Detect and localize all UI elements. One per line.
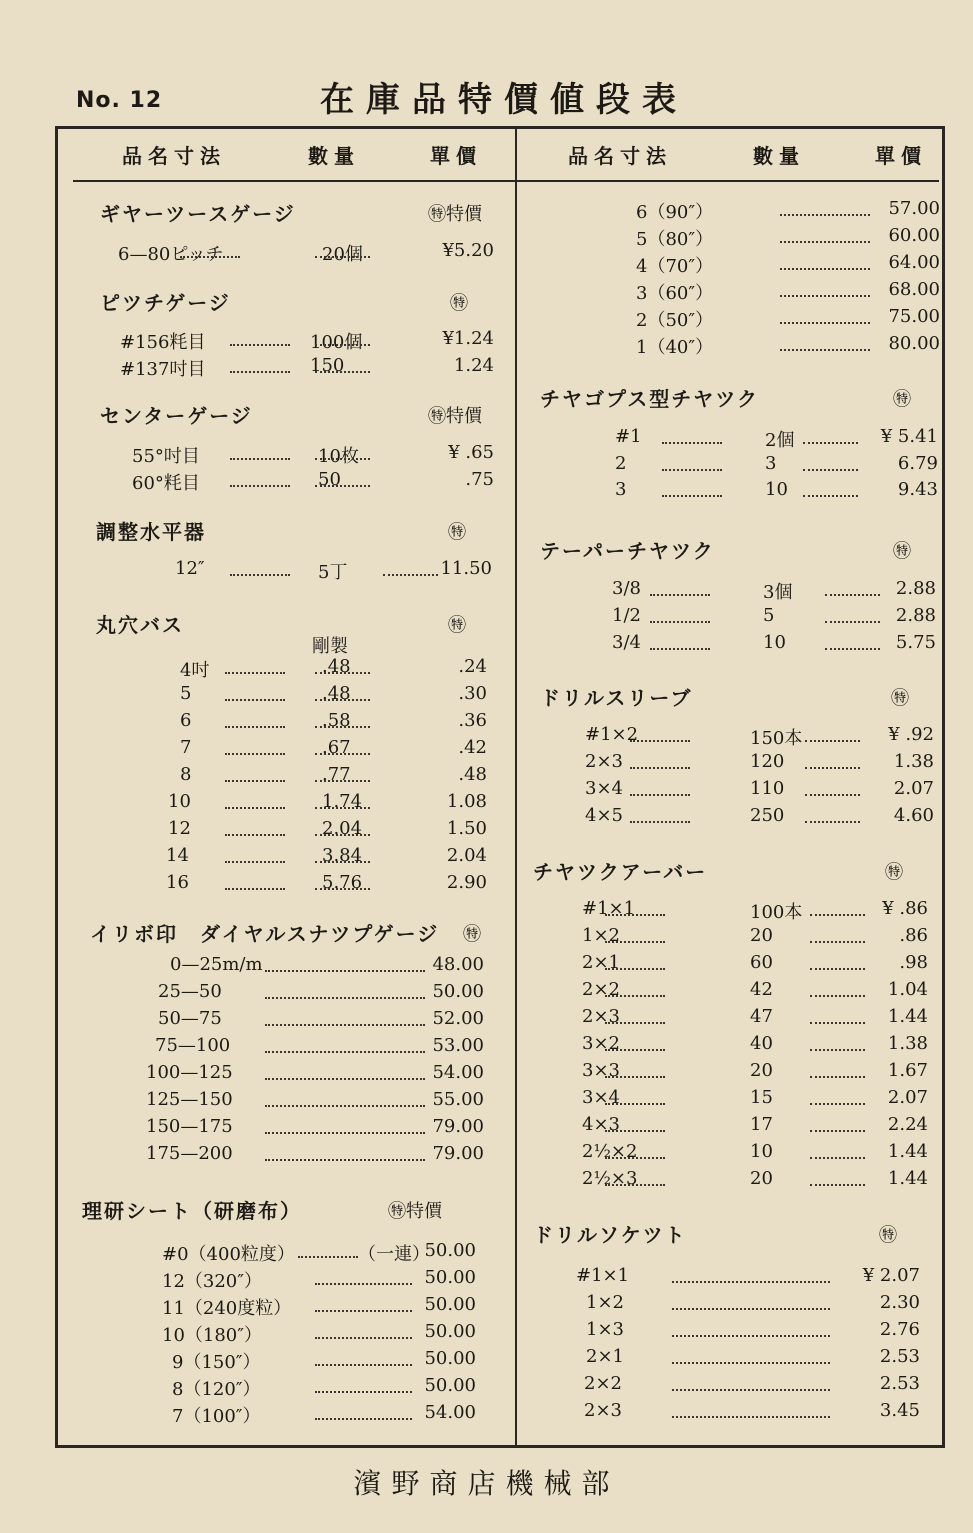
- leader-dots: [803, 495, 858, 497]
- item-price: 5.75: [895, 632, 936, 653]
- item-price: .75: [465, 469, 494, 490]
- leader-dots: [265, 1024, 425, 1026]
- leader-dots: [605, 1157, 665, 1159]
- item-price: 1.24: [453, 355, 494, 376]
- leader-dots: [315, 1310, 412, 1312]
- item-price: 2.76: [879, 1319, 920, 1340]
- item-name: 150—175: [146, 1116, 233, 1137]
- item-name: 6: [180, 710, 192, 731]
- special-price-mark: ㊕: [885, 862, 903, 883]
- item-name: 75—100: [155, 1035, 231, 1056]
- leader-dots: [805, 821, 860, 823]
- leader-dots: [225, 753, 285, 755]
- item-name: 1×3: [586, 1319, 624, 1340]
- leader-dots: [630, 821, 690, 823]
- leader-dots: [805, 740, 860, 742]
- section-title: ドリルソケツト: [533, 1223, 687, 1247]
- item-price: 1.67: [887, 1060, 928, 1081]
- leader-dots: [225, 699, 285, 701]
- item-name: 11（240度粒）: [162, 1298, 292, 1319]
- item-name: 3×4: [582, 1087, 620, 1108]
- leader-dots: [780, 214, 870, 216]
- item-price: 2.88: [895, 578, 936, 599]
- leader-dots: [225, 726, 285, 728]
- leader-dots: [315, 256, 370, 258]
- item-name: #156粍目: [120, 332, 206, 353]
- leader-dots: [315, 699, 370, 701]
- item-name: 2×1: [586, 1346, 624, 1367]
- item-price: .24: [458, 656, 487, 677]
- item-quantity: 150本: [750, 728, 803, 749]
- item-price: .36: [458, 710, 487, 731]
- section-title: チヤゴプス型チヤツク: [540, 387, 759, 411]
- item-quantity: 3.84: [322, 845, 363, 866]
- leader-dots: [315, 1364, 412, 1366]
- item-price: 55.00: [432, 1089, 484, 1110]
- item-name: 12（320″）: [162, 1271, 262, 1292]
- leader-dots: [810, 1130, 865, 1132]
- leader-dots: [780, 268, 870, 270]
- special-price-mark: ㊕: [891, 688, 909, 709]
- item-name: 100—125: [146, 1062, 233, 1083]
- leader-dots: [315, 753, 370, 755]
- section-title: テーパーチヤツク: [540, 539, 715, 563]
- leader-dots: [662, 442, 722, 444]
- item-name: 175—200: [146, 1143, 233, 1164]
- item-price: 50.00: [424, 1240, 476, 1261]
- leader-dots: [825, 648, 880, 650]
- leader-dots: [810, 1184, 865, 1186]
- item-name: 7（100″）: [172, 1406, 261, 1427]
- right-header-price: 單價: [875, 144, 927, 168]
- page-title: 在庫品特價値段表: [320, 80, 688, 120]
- item-price: 1.44: [887, 1006, 928, 1027]
- item-quantity: 20: [750, 925, 773, 946]
- leader-dots: [383, 574, 438, 576]
- item-name: #1×1: [576, 1265, 630, 1286]
- leader-dots: [230, 485, 290, 487]
- item-quantity: 10: [750, 1141, 773, 1162]
- item-price: 11.50: [440, 558, 492, 579]
- footer-company: 濱野商店機械部: [353, 1467, 620, 1500]
- item-name: 125—150: [146, 1089, 233, 1110]
- leader-dots: [672, 1362, 830, 1364]
- item-name: 2: [615, 453, 627, 474]
- leader-dots: [315, 344, 370, 346]
- left-header-qty: 數量: [308, 144, 360, 168]
- item-price: 1.50: [446, 818, 487, 839]
- item-name: 3×3: [582, 1060, 620, 1081]
- leader-dots: [780, 322, 870, 324]
- leader-dots: [315, 371, 370, 373]
- item-name: #1×1: [582, 898, 636, 919]
- leader-dots: [315, 485, 370, 487]
- leader-dots: [315, 780, 370, 782]
- special-price-mark: ㊕: [893, 541, 911, 562]
- item-price: ¥ 5.41: [880, 426, 938, 447]
- leader-dots: [630, 794, 690, 796]
- item-name: 4吋: [180, 660, 210, 681]
- left-header-price: 單價: [430, 144, 482, 168]
- item-price: ¥ .65: [448, 442, 494, 463]
- item-price: 52.00: [432, 1008, 484, 1029]
- item-price: 2.53: [879, 1373, 920, 1394]
- item-name: #137吋目: [120, 359, 206, 380]
- item-name: 2½×3: [582, 1168, 638, 1189]
- item-name: 1×2: [586, 1292, 624, 1313]
- leader-dots: [225, 861, 285, 863]
- item-price: 4.60: [893, 805, 934, 826]
- item-price: 54.00: [424, 1402, 476, 1423]
- item-name: 2½×2: [582, 1141, 638, 1162]
- item-name: 3×2: [582, 1033, 620, 1054]
- leader-dots: [605, 1022, 665, 1024]
- item-price: .42: [458, 737, 487, 758]
- leader-dots: [810, 1076, 865, 1078]
- item-price: 1.44: [887, 1168, 928, 1189]
- leader-dots: [315, 861, 370, 863]
- item-price: 50.00: [424, 1348, 476, 1369]
- header-rule: [73, 180, 939, 182]
- leader-dots: [315, 834, 370, 836]
- section-title: チヤツクアーバー: [533, 860, 708, 884]
- leader-dots: [315, 888, 370, 890]
- item-quantity: 42: [750, 979, 773, 1000]
- item-price: ¥ 2.07: [862, 1265, 920, 1286]
- item-name: 9（150″）: [172, 1352, 261, 1373]
- item-name: 4×5: [585, 805, 623, 826]
- item-name: 5（80″）: [636, 229, 714, 250]
- leader-dots: [780, 349, 870, 351]
- leader-dots: [810, 941, 865, 943]
- item-name: 16: [166, 872, 189, 893]
- leader-dots: [315, 1391, 412, 1393]
- item-price: 2.88: [895, 605, 936, 626]
- leader-dots: [662, 469, 722, 471]
- item-price: 1.04: [887, 979, 928, 1000]
- leader-dots: [805, 794, 860, 796]
- item-price: 1.08: [446, 791, 487, 812]
- special-price-mark: ㊕特價: [428, 204, 482, 225]
- item-price: 1.38: [893, 751, 934, 772]
- item-name: 6（90″）: [636, 202, 714, 223]
- section-title: イリボ印 ダイヤルスナツプゲージ: [90, 922, 440, 946]
- item-name: 2×3: [582, 1006, 620, 1027]
- item-price: .98: [899, 952, 928, 973]
- leader-dots: [810, 1022, 865, 1024]
- item-quantity: 120: [750, 751, 785, 772]
- item-quantity: 3: [765, 453, 777, 474]
- leader-dots: [265, 1105, 425, 1107]
- item-name: 12: [168, 818, 191, 839]
- section-title: 理研シート（研磨布）: [82, 1199, 302, 1223]
- item-quantity: 5: [763, 605, 775, 626]
- item-quantity: 5.76: [322, 872, 363, 893]
- item-quantity: 100個: [310, 332, 363, 353]
- item-name: 8: [180, 764, 192, 785]
- leader-dots: [810, 968, 865, 970]
- item-price: 48.00: [432, 954, 484, 975]
- item-quantity: .48: [322, 656, 351, 677]
- item-price: 2.07: [887, 1087, 928, 1108]
- item-quantity: 100本: [750, 902, 803, 923]
- item-quantity: 10枚: [318, 446, 359, 467]
- item-price: 6.79: [897, 453, 938, 474]
- item-price: 9.43: [897, 479, 938, 500]
- item-price: 2.24: [887, 1114, 928, 1135]
- leader-dots: [225, 672, 285, 674]
- item-price: 53.00: [432, 1035, 484, 1056]
- special-price-mark: ㊕: [893, 389, 911, 410]
- item-quantity: 17: [750, 1114, 773, 1135]
- item-name: 50—75: [158, 1008, 222, 1029]
- leader-dots: [780, 295, 870, 297]
- item-price: 1.38: [887, 1033, 928, 1054]
- leader-dots: [225, 780, 285, 782]
- item-name: #0（400粒度）: [162, 1244, 295, 1265]
- section-title: ピツチゲージ: [100, 291, 231, 315]
- leader-dots: [672, 1281, 830, 1283]
- item-name: 14: [166, 845, 189, 866]
- item-name: #1×2: [585, 724, 639, 745]
- leader-dots: [265, 970, 425, 972]
- leader-dots: [630, 740, 690, 742]
- item-name: 2×2: [582, 979, 620, 1000]
- leader-dots: [605, 1076, 665, 1078]
- item-name: 3/8: [612, 578, 641, 599]
- leader-dots: [662, 495, 722, 497]
- item-name: 60°粍目: [132, 473, 200, 494]
- item-quantity: .67: [322, 737, 351, 758]
- leader-dots: [672, 1308, 830, 1310]
- item-quantity: 5丁: [318, 562, 348, 583]
- item-price: 50.00: [424, 1267, 476, 1288]
- special-price-mark: ㊕特價: [388, 1201, 442, 1222]
- leader-dots: [315, 1418, 412, 1420]
- item-name: 5: [180, 683, 192, 704]
- special-price-mark: ㊕: [450, 293, 468, 314]
- item-price: 57.00: [888, 198, 940, 219]
- item-price: 1.44: [887, 1141, 928, 1162]
- leader-dots: [315, 672, 370, 674]
- item-quantity: 47: [750, 1006, 773, 1027]
- leader-dots: [803, 469, 858, 471]
- item-quantity: （一連）: [358, 1244, 430, 1265]
- item-name: 25—50: [158, 981, 222, 1002]
- item-name: 2（50″）: [636, 310, 714, 331]
- leader-dots: [672, 1335, 830, 1337]
- item-quantity: 1.74: [322, 791, 363, 812]
- item-price: ¥1.24: [442, 328, 494, 349]
- leader-dots: [650, 594, 710, 596]
- item-price: 3.45: [879, 1400, 920, 1421]
- leader-dots: [630, 767, 690, 769]
- leader-dots: [225, 834, 285, 836]
- item-quantity: 50: [318, 469, 341, 490]
- leader-dots: [605, 914, 665, 916]
- item-quantity: .77: [322, 764, 351, 785]
- item-name: 4（70″）: [636, 256, 714, 277]
- leader-dots: [672, 1389, 830, 1391]
- item-name: 12″: [175, 558, 205, 579]
- leader-dots: [180, 256, 240, 258]
- material-label: 剛製: [312, 636, 348, 657]
- item-price: 50.00: [424, 1375, 476, 1396]
- leader-dots: [605, 968, 665, 970]
- item-name: 55°吋目: [132, 446, 200, 467]
- item-name: 4×3: [582, 1114, 620, 1135]
- item-price: 64.00: [888, 252, 940, 273]
- item-name: 1（40″）: [636, 337, 714, 358]
- leader-dots: [265, 997, 425, 999]
- item-name: 1/2: [612, 605, 641, 626]
- item-quantity: 2.04: [322, 818, 363, 839]
- item-price: 50.00: [424, 1321, 476, 1342]
- special-price-mark: ㊕: [463, 924, 481, 945]
- leader-dots: [315, 458, 370, 460]
- item-price: 2.53: [879, 1346, 920, 1367]
- item-price: ¥ .86: [882, 898, 928, 919]
- section-title: 丸穴バス: [96, 613, 184, 637]
- leader-dots: [605, 1130, 665, 1132]
- item-price: 79.00: [432, 1143, 484, 1164]
- item-name: 0—25m/m: [170, 954, 263, 975]
- item-quantity: 40: [750, 1033, 773, 1054]
- leader-dots: [805, 767, 860, 769]
- item-price: 50.00: [424, 1294, 476, 1315]
- leader-dots: [225, 807, 285, 809]
- column-divider: [515, 126, 517, 1448]
- item-price: 60.00: [888, 225, 940, 246]
- item-price: 2.90: [446, 872, 487, 893]
- leader-dots: [605, 1103, 665, 1105]
- leader-dots: [315, 1337, 412, 1339]
- item-price: 2.04: [446, 845, 487, 866]
- item-name: 3×4: [585, 778, 623, 799]
- leader-dots: [605, 1184, 665, 1186]
- special-price-mark: ㊕特價: [428, 406, 482, 427]
- item-price: 2.07: [893, 778, 934, 799]
- item-name: 3: [615, 479, 627, 500]
- leader-dots: [230, 574, 290, 576]
- leader-dots: [780, 241, 870, 243]
- leader-dots: [265, 1132, 425, 1134]
- leader-dots: [810, 1049, 865, 1051]
- item-quantity: 20: [750, 1168, 773, 1189]
- item-quantity: 15: [750, 1087, 773, 1108]
- item-name: 2×1: [582, 952, 620, 973]
- leader-dots: [315, 726, 370, 728]
- special-price-mark: ㊕: [448, 615, 466, 636]
- item-name: 1×2: [582, 925, 620, 946]
- leader-dots: [810, 1157, 865, 1159]
- item-quantity: 20: [750, 1060, 773, 1081]
- leader-dots: [605, 1049, 665, 1051]
- item-price: ¥ .92: [888, 724, 934, 745]
- leader-dots: [315, 807, 370, 809]
- item-name: 7: [180, 737, 192, 758]
- leader-dots: [315, 1283, 412, 1285]
- special-price-mark: ㊕: [879, 1225, 897, 1246]
- item-name: 8（120″）: [172, 1379, 261, 1400]
- leader-dots: [265, 1078, 425, 1080]
- item-quantity: 60: [750, 952, 773, 973]
- leader-dots: [605, 995, 665, 997]
- left-header-name: 品名寸法: [122, 144, 226, 168]
- leader-dots: [650, 621, 710, 623]
- leader-dots: [230, 371, 290, 373]
- item-quantity: 10: [765, 479, 788, 500]
- item-name: 10: [168, 791, 191, 812]
- item-name: 3/4: [612, 632, 641, 653]
- section-title: 調整水平器: [96, 520, 206, 544]
- item-quantity: 2個: [765, 430, 795, 451]
- right-header-qty: 數量: [753, 144, 805, 168]
- item-name: 2×2: [584, 1373, 622, 1394]
- leader-dots: [825, 621, 880, 623]
- leader-dots: [650, 648, 710, 650]
- item-price: 68.00: [888, 279, 940, 300]
- leader-dots: [298, 1256, 358, 1258]
- leader-dots: [230, 344, 290, 346]
- page-number: No. 12: [76, 88, 163, 113]
- item-name: #1: [615, 426, 642, 447]
- leader-dots: [265, 1051, 425, 1053]
- item-quantity: 3個: [763, 582, 793, 603]
- item-quantity: .48: [322, 683, 351, 704]
- item-name: 10（180″）: [162, 1325, 262, 1346]
- item-price: 50.00: [432, 981, 484, 1002]
- right-header-name: 品名寸法: [568, 144, 672, 168]
- item-price: 79.00: [432, 1116, 484, 1137]
- item-price: ¥5.20: [442, 240, 494, 261]
- item-name: 6—80ピッチ: [118, 244, 224, 265]
- item-quantity: 250: [750, 805, 785, 826]
- item-price: 80.00: [888, 333, 940, 354]
- item-price: 54.00: [432, 1062, 484, 1083]
- leader-dots: [230, 458, 290, 460]
- leader-dots: [825, 594, 880, 596]
- leader-dots: [265, 1159, 425, 1161]
- item-name: 3（60″）: [636, 283, 714, 304]
- leader-dots: [225, 888, 285, 890]
- leader-dots: [672, 1416, 830, 1418]
- leader-dots: [810, 914, 865, 916]
- item-quantity: 110: [750, 778, 785, 799]
- item-quantity: .58: [322, 710, 351, 731]
- item-price: 2.30: [879, 1292, 920, 1313]
- section-title: ドリルスリーブ: [540, 686, 693, 710]
- item-price: .48: [458, 764, 487, 785]
- item-price: .30: [458, 683, 487, 704]
- special-price-mark: ㊕: [448, 522, 466, 543]
- item-name: 2×3: [584, 1400, 622, 1421]
- item-price: .86: [899, 925, 928, 946]
- item-quantity: 150: [310, 355, 345, 376]
- leader-dots: [803, 442, 858, 444]
- item-quantity: 10: [763, 632, 786, 653]
- section-title: センターゲージ: [100, 404, 253, 428]
- item-name: 2×3: [585, 751, 623, 772]
- item-price: 75.00: [888, 306, 940, 327]
- leader-dots: [605, 941, 665, 943]
- leader-dots: [810, 995, 865, 997]
- leader-dots: [810, 1103, 865, 1105]
- section-title: ギヤーツースゲージ: [100, 202, 296, 226]
- item-quantity: 20個: [322, 244, 363, 265]
